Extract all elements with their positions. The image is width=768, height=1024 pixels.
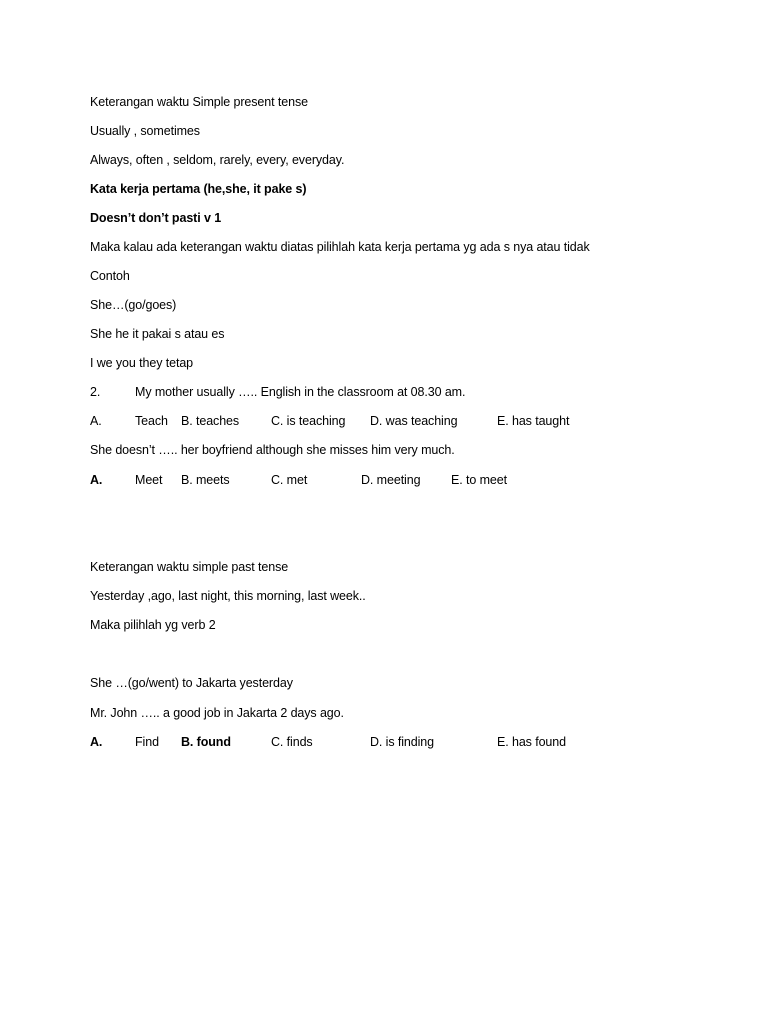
present-instruction: Maka kalau ada keterangan waktu diatas pilihlah kata kerja pertama yg ada s nya atau tidak bbox=[90, 240, 590, 254]
option-a-2: Meet bbox=[135, 473, 163, 487]
past-adverbs: Yesterday ,ago, last night, this morning, last week.. bbox=[90, 589, 366, 603]
past-instruction: Maka pilihlah yg verb 2 bbox=[90, 618, 216, 632]
option-letter-a: A. bbox=[90, 414, 102, 428]
option-c-3: C. finds bbox=[271, 735, 313, 749]
option-d-3: D. is finding bbox=[370, 735, 435, 749]
question-text-2: She doesn’t ….. her boyfriend although she misses him very much. bbox=[90, 443, 455, 457]
question-text-3: Mr. John ….. a good job in Jakarta 2 days ago. bbox=[90, 706, 344, 720]
verb-rule: Kata kerja pertama (he,she, it pake s) bbox=[90, 182, 307, 196]
question-text: My mother usually ….. English in the classroom at 08.30 am. bbox=[135, 385, 466, 399]
negative-rule: Doesn’t don’t pasti v 1 bbox=[90, 211, 222, 225]
option-e-3: E. has found bbox=[497, 735, 566, 749]
option-d-2: D. meeting bbox=[361, 473, 421, 487]
option-a: Teach bbox=[135, 414, 168, 428]
option-d: D. was teaching bbox=[370, 414, 458, 428]
option-b: B. teaches bbox=[181, 414, 240, 428]
present-tense-heading: Keterangan waktu Simple present tense bbox=[90, 95, 308, 109]
option-letter-a-3: A. bbox=[90, 735, 103, 749]
option-c: C. is teaching bbox=[271, 414, 346, 428]
present-adverbs-line-1: Usually , sometimes bbox=[90, 124, 200, 138]
past-tense-heading: Keterangan waktu simple past tense bbox=[90, 560, 289, 574]
present-example: She…(go/goes) bbox=[90, 298, 177, 312]
question-number: 2. bbox=[90, 385, 101, 399]
option-e-2: E. to meet bbox=[451, 473, 507, 487]
option-c-2: C. met bbox=[271, 473, 308, 487]
option-b-2: B. meets bbox=[181, 473, 230, 487]
example-label: Contoh bbox=[90, 269, 130, 283]
past-example: She …(go/went) to Jakarta yesterday bbox=[90, 676, 293, 690]
present-adverbs-line-2: Always, often , seldom, rarely, every, everyday. bbox=[90, 153, 345, 167]
present-note-1: She he it pakai s atau es bbox=[90, 327, 225, 341]
present-note-2: I we you they tetap bbox=[90, 356, 194, 370]
option-letter-a-2: A. bbox=[90, 473, 103, 487]
option-e: E. has taught bbox=[497, 414, 570, 428]
option-b-3: B. found bbox=[181, 735, 231, 749]
option-a-3: Find bbox=[135, 735, 159, 749]
